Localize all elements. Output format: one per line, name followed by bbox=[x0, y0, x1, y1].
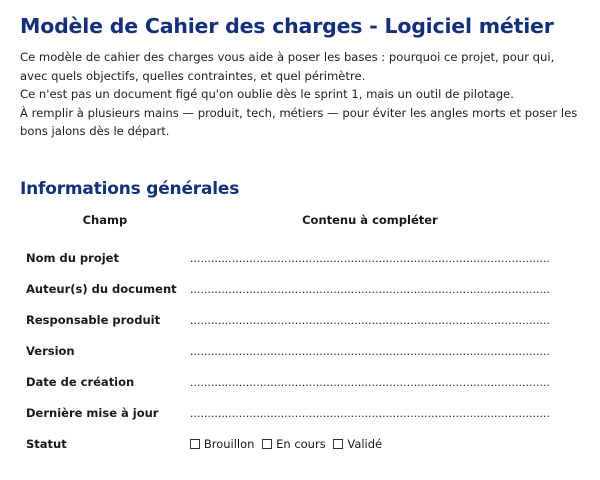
column-header-content: Contenu à compléter bbox=[302, 212, 438, 227]
field-label: Dernière mise à jour bbox=[26, 406, 159, 420]
table-row bbox=[20, 336, 550, 367]
field-label: Version bbox=[26, 344, 75, 358]
table-row bbox=[20, 305, 550, 336]
field-label: Nom du projet bbox=[26, 251, 119, 265]
table-row bbox=[20, 367, 550, 398]
intro-paragraph bbox=[20, 48, 580, 141]
column-header-field: Champ bbox=[82, 212, 128, 227]
field-value-placeholder[interactable] bbox=[190, 243, 550, 274]
field-value-placeholder[interactable] bbox=[190, 367, 550, 398]
status-options bbox=[190, 429, 550, 460]
dotted-line: ....................................................................................................... bbox=[189, 314, 550, 327]
dotted-line: ....................................................................................................... bbox=[189, 252, 550, 265]
field-value-placeholder[interactable] bbox=[190, 305, 550, 336]
intro-line: À remplir à plusieurs mains — produit, tech, métiers — pour éviter les angles morts et poser les bbox=[20, 105, 578, 120]
status-option-label: Brouillon bbox=[203, 437, 255, 451]
status-option-validated[interactable] bbox=[333, 437, 382, 451]
intro-line: bons jalons dès le départ. bbox=[20, 124, 170, 138]
status-option-label: Validé bbox=[347, 437, 383, 451]
field-label: Date de création bbox=[26, 375, 135, 389]
checkbox-icon[interactable] bbox=[262, 439, 272, 449]
field-value-placeholder[interactable] bbox=[190, 398, 550, 429]
intro-line: Ce modèle de cahier des charges vous aide à poser les bases : pourquoi ce projet, pour qui, bbox=[20, 50, 555, 64]
dotted-line: ....................................................................................................... bbox=[189, 345, 550, 358]
field-label: Statut bbox=[26, 437, 67, 451]
table-row bbox=[20, 243, 550, 274]
status-option-draft[interactable] bbox=[190, 437, 255, 451]
field-label: Responsable produit bbox=[26, 313, 161, 327]
dotted-line: ....................................................................................................... bbox=[189, 283, 550, 296]
document-title: Modèle de Cahier des charges - Logiciel métier bbox=[20, 14, 554, 38]
checkbox-icon[interactable] bbox=[333, 439, 343, 449]
general-info-table bbox=[20, 211, 550, 460]
field-value-placeholder[interactable] bbox=[190, 274, 550, 305]
dotted-line: ....................................................................................................... bbox=[189, 407, 550, 420]
field-value-placeholder[interactable] bbox=[190, 336, 550, 367]
table-header-row bbox=[20, 211, 550, 243]
dotted-line: ....................................................................................................... bbox=[189, 376, 550, 389]
status-option-in-progress[interactable] bbox=[262, 437, 326, 451]
intro-line: Ce n'est pas un document figé qu'on oublie dès le sprint 1, mais un outil de pilotage. bbox=[20, 87, 514, 101]
field-label: Auteur(s) du document bbox=[26, 282, 177, 296]
table-row bbox=[20, 274, 550, 305]
checkbox-icon[interactable] bbox=[190, 439, 200, 449]
section-title: Informations générales bbox=[20, 178, 240, 199]
status-option-label: En cours bbox=[276, 437, 326, 451]
table-row-status bbox=[20, 429, 550, 460]
table-row bbox=[20, 398, 550, 429]
intro-line: avec quels objectifs, quelles contraintes, et quel périmètre. bbox=[20, 68, 366, 83]
